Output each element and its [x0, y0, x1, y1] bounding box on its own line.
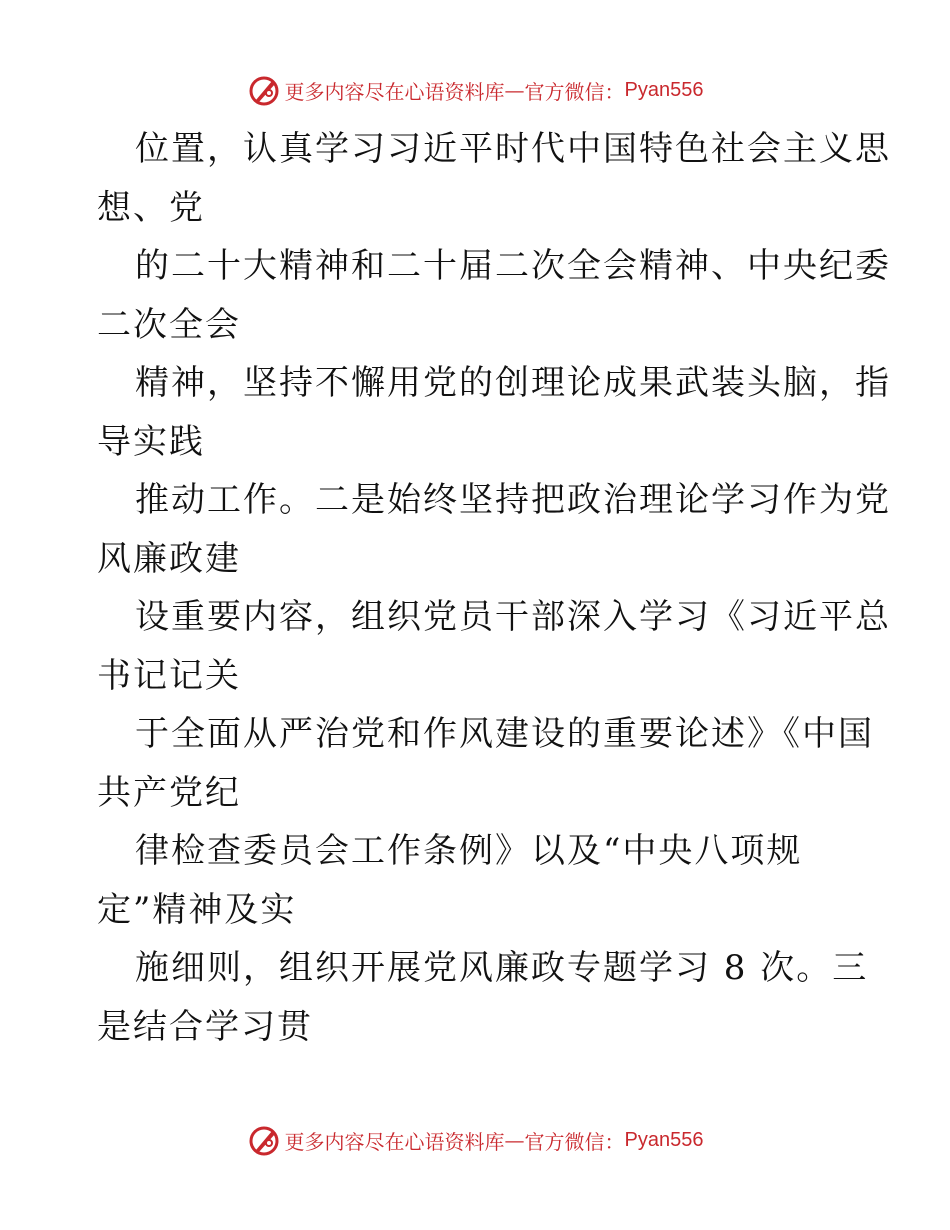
body-line: 位置，认真学习习近平时代中国特色社会主义思 [135, 129, 891, 169]
body-line: 风廉政建 [97, 538, 241, 579]
footer-separator: — [504, 1128, 525, 1152]
body-line: 精神，坚持不懈用党的创理论成果武装头脑，指 [135, 363, 891, 403]
body-line: 于全面从严治党和作风建设的重要论述》《中国 [135, 714, 874, 754]
body-line: 设重要内容，组织党员干部深入学习《习近平总 [135, 597, 891, 637]
body-line: 是结合学习贯 [97, 1006, 313, 1047]
body-line: 想、党 [97, 187, 205, 228]
body-line: 共产党纪 [97, 772, 241, 813]
document-body [97, 120, 891, 1056]
body-line: 推动工作。二是始终坚持把政治理论学习作为党 [135, 480, 891, 520]
body-line: 定”精神及实 [97, 889, 297, 930]
footer-contact-id: Pyan556 [624, 1128, 704, 1151]
body-line: 的二十大精神和二十届二次全会精神、中央纪委 [135, 246, 891, 286]
body-line: 导实践 [97, 421, 205, 462]
footer-text: 更多内容尽在心语资料库 [284, 1129, 505, 1154]
header-banner [0, 70, 950, 110]
brush-logo-icon [247, 1123, 281, 1157]
header-text: 更多内容尽在心语资料库 [284, 79, 505, 104]
body-line: 书记记关 [97, 655, 241, 696]
header-separator: — [504, 78, 525, 102]
footer-banner [0, 1120, 950, 1160]
body-line: 施细则，组织开展党风廉政专题学习 8 次。三 [135, 948, 869, 988]
brush-logo-icon [247, 73, 281, 107]
header-contact-id: Pyan556 [624, 78, 704, 101]
footer-contact-label: 官方微信： [524, 1129, 625, 1154]
body-line: 律检查委员会工作条例》以及“中央八项规 [135, 831, 803, 871]
body-line: 二次全会 [97, 304, 241, 345]
header-contact-label: 官方微信： [524, 79, 625, 104]
